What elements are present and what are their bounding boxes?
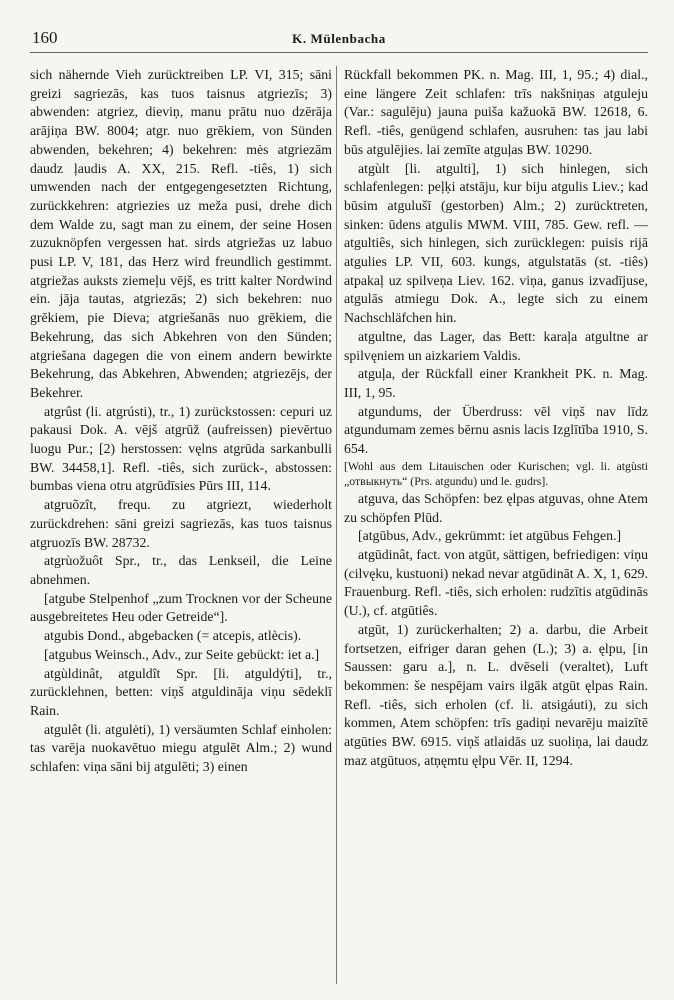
right-column [344, 66, 648, 986]
entry-atgulet-continued: Rückfall bekommen PK. n. Mag. III, 1, 95.; 4) dial., eine längere Zeit schlafen: trīs nakšniņas atguleju (Var.: sagulēju) jauna puiša kažuokā BW. 12618, 6. Refl. -tiês, genügend schlafen, ausruhen: tas jau labi būs atgulējies. lai zemīte atguļas BW. 10290. [344, 67, 648, 157]
entry-atgundums-note: [Wohl aus dem Litauischen oder Kurischen; vgl. li. atgùsti „отвыкнуть“ (Prs. atgundu) und le. gudrs]. [344, 458, 648, 489]
entry-atgult: atgùlt [li. atgulti], 1) sich hinlegen, sich schlafenlegen: peļķi atstāju, kur biju atgulis Liev.; kad būsim atgulušī (gestorben) Alm.; 2) zurücktreten, sinken: ūdens atgulis MWM. VIII, 785. Gew. refl. — atgultiês, sich hinlegen, sich zurücklegen: puisis rijā atgulies LP. VII, 603. kungs, atgulstatās (st. -tiês) atpakaļ uz spilveņa Liev. 162. viņa, ganus izvadījuse, atgulās atmiegu Dok. A., legte sich zu einem Nachschläfchen hin. [344, 160, 648, 326]
left-column [30, 66, 332, 986]
page-header [30, 22, 648, 53]
entry-atgudinat: atgūdinât, fact. von atgūt, sättigen, befriedigen: viņu (cilvęku, kustuoni) nekad nevar atgūdināt A. X, 1, 629. Frauenburg. Refl. -tiês, sich erholen: rudzītis atgūdinās (U.), cf. atgūtiês. [344, 547, 648, 619]
entry-atgubus-adv: [atgūbus, Adv., gekrümmt: iet atgūbus Fehgen.] [358, 528, 622, 544]
entry-atgruozuot: atgrùožuôt Spr., tr., das Lenkseil, die Leine abnehmen. [30, 553, 332, 587]
entry-atgundums: atgundums, der Überdruss: vēl viņš nav līdz atgundumam zemes bērnu asnis lacis Izglītība 1910, S. 654. [344, 403, 648, 457]
entry-atguldinat: atgùldinât, atguldît Spr. [li. atguldýti], tr., zurücklehnen, betten: viņš atguldināja viņu sēdeklī Rain. [30, 665, 332, 718]
entry-atgriezt-continued: sich nähernde Vieh zurücktreiben LP. VI, 315; sāni greizi sagriezās, kas tuos taisnus atgriezīs; 3) abwenden: atgriez, dieviņ, manu prātu nuo dzērāja arājiņa BW. 8004; atgr. nuo grēkiem, von Sünden abwenden, bekehren; 4) bekehren: mės atgriezām daudz ļaudis A. XX, 215. Refl. -tiês, 1) sich umwenden nach der entgegengesetzten Richtung, zurückkehren: atgriezies uz meža pusi, drehe dich dem Walde zu, sagt man zu einem, der seine Hosen zuzuknöpfen vergessen hat. sirds atgriežas uz labuo pusi LP. V, 181, das Herz wird freundlich gestimmt. atgriežas auksts ziemeļu vējš, es tritt kalter Nordwind ein. jāja tautas, atgriezās; 2) sich bekehren: nuo grēkiem, pie Dieva; atgriešanās nuo grēkiem, die Bekehrung, das sich Abkehren von den Sünden; atgriešana dagegen die von einem andern bewirkte Bekehrung, das Abkehren, Abwenden; atgriezējs, der Bekehrer. [30, 67, 332, 400]
entry-atgruozit: atgruõzît, frequ. zu atgriezt, wiederholt zurückdrehen: sāni greizi sagriezās, kas tuos taisnus atgruozīs BW. 28732. [30, 497, 332, 550]
entry-atgube: [atgube Stelpenhof „zum Trocknen vor der Scheune ausgebreitetes Heu oder Getreide“]. [30, 590, 332, 625]
entry-atgrust: atgrûst (li. atgrústi), tr., 1) zurückstossen: cepuri uz pakausi Dok. A. vējš atgrūž (aufreissen) pievērtuo luogu Pur.; [2) herstossen: vęlns atgrūda sarkanbulli BW. 34458,1]. Refl. -tiês, sich zurück-, abstossen: bumbas viena otru atgrūdīsies Pūrs III, 114. [30, 403, 332, 494]
page-number: 160 [32, 28, 58, 47]
entry-atgula: atguļa, der Rückfall einer Krankheit PK. n. Mag. III, 1, 95. [344, 366, 648, 400]
entry-atgultne: atgultne, das Lager, das Bett: karaļa atgultne ar spilvęniem un aizkariem Valdis. [344, 328, 648, 363]
entry-atgubus: [atgubus Weinsch., Adv., zur Seite gebückt: iet a.] [44, 646, 320, 662]
column-divider [336, 66, 337, 984]
running-title: K. Mülenbacha [292, 31, 386, 46]
entry-atgubis: atgubis Dond., abgebacken (= atcepis, atlècis). [44, 628, 302, 644]
entry-atgut: atgūt, 1) zurückerhalten; 2) a. darbu, die Arbeit fortsetzen, eifriger daran gehen (L.); 3) a. ęlpu, [in Saussen: garu a.], n. L. dvēseli (veraltet), Luft bekommen: še nespējam vairs ilgāk atgūt ęlpas Rain. Refl. -tiês, sich erholen (cf. li. atsigáuti), zu sich kommen, Atem schöpfen: trīs gadiņi nevarēju maizītē atgūties BW. 6915. viņš atlaidās uz suoliņa, lai daudz maz atgūtuos, atņęmtu ęlpu Vēr. II, 1294. [344, 621, 648, 768]
entry-atguva: atguva, das Schöpfen: bez ęlpas atguvas, ohne Atem zu schöpfen Plūd. [344, 490, 648, 525]
entry-atgulet: atgulêt (li. atgulėti), 1) versäumten Schlaf einholen: tas varēja nuokavētuo miegu atgulēt Alm.; 2) wund schlafen: viņa sāni bij atgulēti; 3) einen [30, 721, 332, 775]
